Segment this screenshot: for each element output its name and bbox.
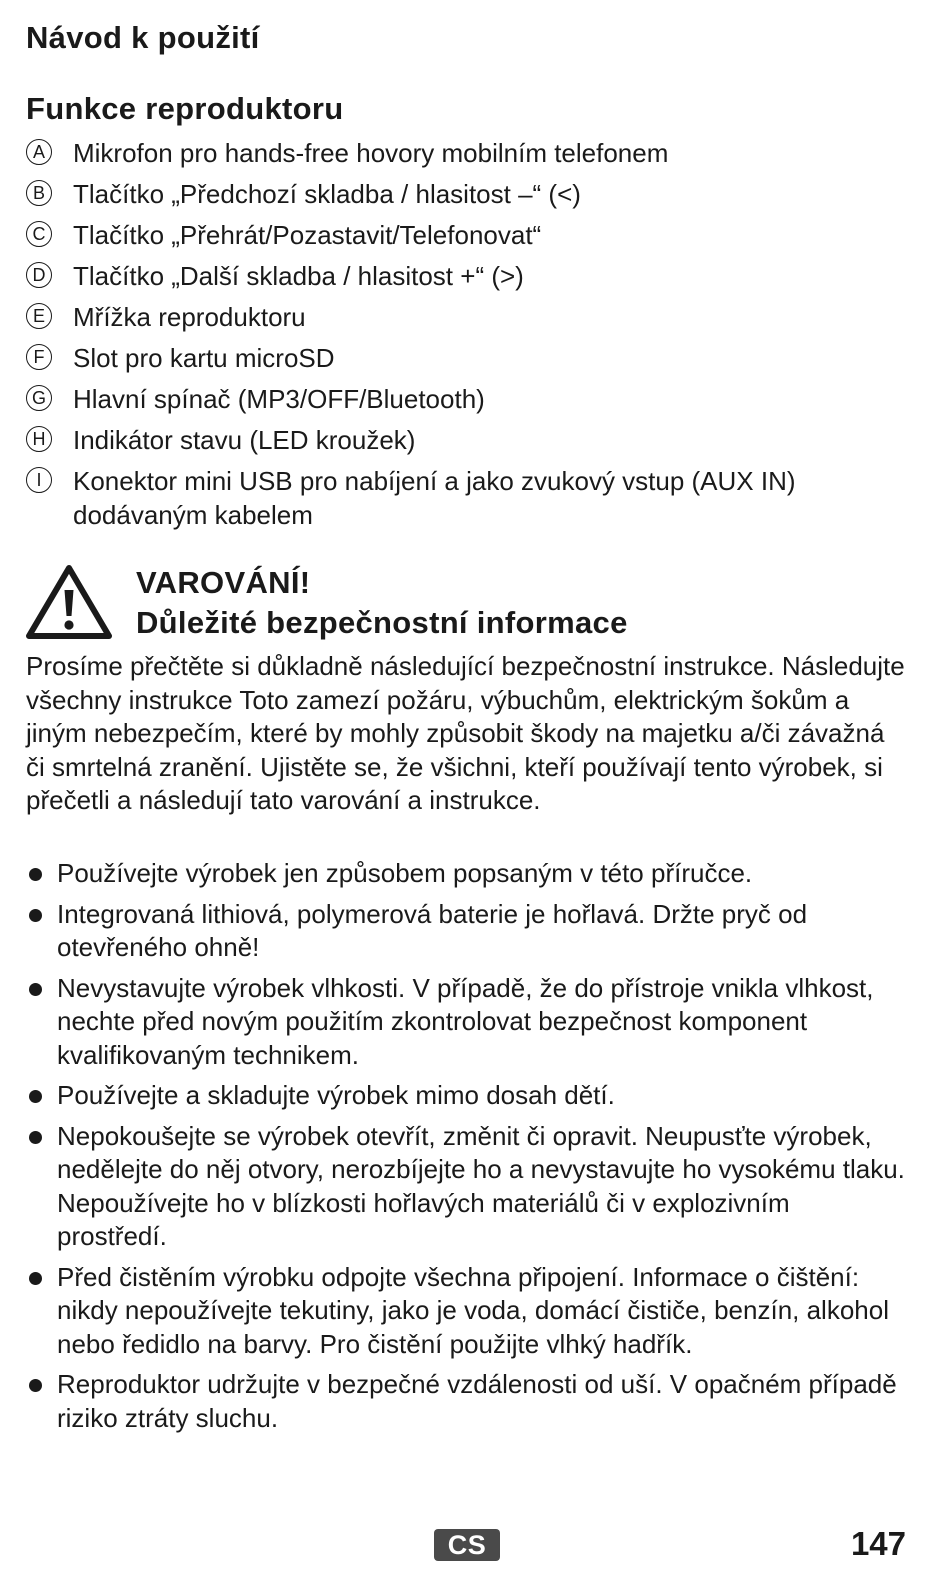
feature-text: Konektor mini USB pro nabíjení a jako zvukový vstup (AUX IN) dodávaným kabelem [73, 466, 796, 530]
safety-bullet-item [26, 1368, 906, 1435]
bullet-text: Nepokoušejte se výrobek otevřít, změnit či opravit. Neupusťte výrobek, nedělejte do něj otvory, nerozbíjejte ho a nevystavujte ho vysokému tlaku. Nepoužívejte ho v blízkosti hořlavých materiálů či v explozivním prostředí. [57, 1120, 905, 1251]
feature-text: Mřížka reproduktoru [73, 302, 306, 332]
circled-letter-e-icon: E [26, 303, 52, 329]
circled-letter-c-icon: C [26, 221, 52, 247]
feature-text: Slot pro kartu microSD [73, 343, 335, 373]
feature-item-a [26, 136, 906, 170]
feature-item-i [26, 464, 906, 532]
bullet-text: Integrovaná lithiová, polymerová baterie je hořlavá. Držte pryč od otevřeného ohně! [57, 898, 808, 962]
bullet-dot-icon [29, 1131, 42, 1144]
safety-bullet-item [26, 1120, 906, 1254]
bullet-text: Před čistěním výrobku odpojte všechna připojení. Informace o čištění: nikdy nepoužívejte tekutiny, jako je voda, domácí čističe, benzín, alkohol nebo ředidlo na barvy. Pro čistění použijte vlhký hadřík. [57, 1261, 889, 1359]
bullet-text: Nevystavujte výrobek vlhkosti. V případě, že do přístroje vnikla vlhkost, nechte před novým použitím zkontrolovat bezpečnost komponent kvalifikovaným technikem. [57, 972, 874, 1070]
warning-header [26, 564, 906, 644]
feature-text: Indikátor stavu (LED kroužek) [73, 425, 416, 455]
features-section-title: Funkce reproduktoru [26, 91, 344, 126]
bullet-dot-icon [29, 868, 42, 881]
bullet-dot-icon [29, 983, 42, 996]
circled-letter-a-icon: A [26, 139, 52, 165]
circled-letter-g-icon: G [26, 385, 52, 411]
circled-letter-i-icon: I [26, 467, 52, 493]
bullet-dot-icon [29, 1090, 42, 1103]
circled-letter-d-icon: D [26, 262, 52, 288]
feature-item-b [26, 177, 906, 211]
bullet-text: Reproduktor udržujte v bezpečné vzdálenosti od uší. V opačném případě riziko ztráty sluchu. [57, 1369, 897, 1433]
feature-text: Tlačítko „Přehrát/Pozastavit/Telefonovat“ [73, 220, 542, 250]
feature-item-e [26, 300, 906, 334]
bullet-text: Používejte a skladujte výrobek mimo dosah dětí. [57, 1080, 615, 1110]
feature-item-g [26, 382, 906, 416]
feature-item-f [26, 341, 906, 375]
feature-item-h [26, 423, 906, 457]
feature-item-d [26, 259, 906, 293]
safety-bullet-item [26, 1079, 906, 1113]
warning-triangle-icon [26, 564, 112, 640]
warning-title: VAROVÁNÍ! [136, 565, 311, 600]
bullet-text: Používejte výrobek jen způsobem popsaným v této příručce. [57, 858, 753, 888]
bullet-dot-icon [29, 909, 42, 922]
safety-bullet-item [26, 1261, 906, 1362]
feature-text: Hlavní spínač (MP3/OFF/Bluetooth) [73, 384, 485, 414]
circled-letter-b-icon: B [26, 180, 52, 206]
language-badge: CS [434, 1529, 500, 1561]
feature-text: Tlačítko „Další skladba / hlasitost +“ (>) [73, 261, 524, 291]
safety-intro-paragraph: Prosíme přečtěte si důkladně následující bezpečnostní instrukce. Následujte všechny instrukce Toto zamezí požáru, výbuchům, elektrickým šokům a jiným nebezpečím, které by mohly způsobit škody na majetku a/či závažná či smrtelná zranění. Ujistěte se, že všichni, kteří používají tento výrobek, si přečetli a následují tato varování a instrukce. [26, 651, 905, 815]
feature-text: Tlačítko „Předchozí skladba / hlasitost –“ (<) [73, 179, 581, 209]
circled-letter-h-icon: H [26, 426, 52, 452]
features-list [26, 136, 906, 539]
safety-bullet-item [26, 972, 906, 1073]
feature-text: Mikrofon pro hands-free hovory mobilním telefonem [73, 138, 669, 168]
circled-letter-f-icon: F [26, 344, 52, 370]
warning-subtitle: Důležité bezpečnostní informace [136, 605, 628, 640]
bullet-dot-icon [29, 1379, 42, 1392]
safety-bullet-item [26, 898, 906, 965]
document-title: Návod k použití [26, 20, 260, 55]
bullet-dot-icon [29, 1272, 42, 1285]
feature-item-c [26, 218, 906, 252]
page-number: 147 [850, 1525, 906, 1562]
safety-bullet-item [26, 857, 906, 891]
safety-bullet-list [26, 857, 906, 1442]
